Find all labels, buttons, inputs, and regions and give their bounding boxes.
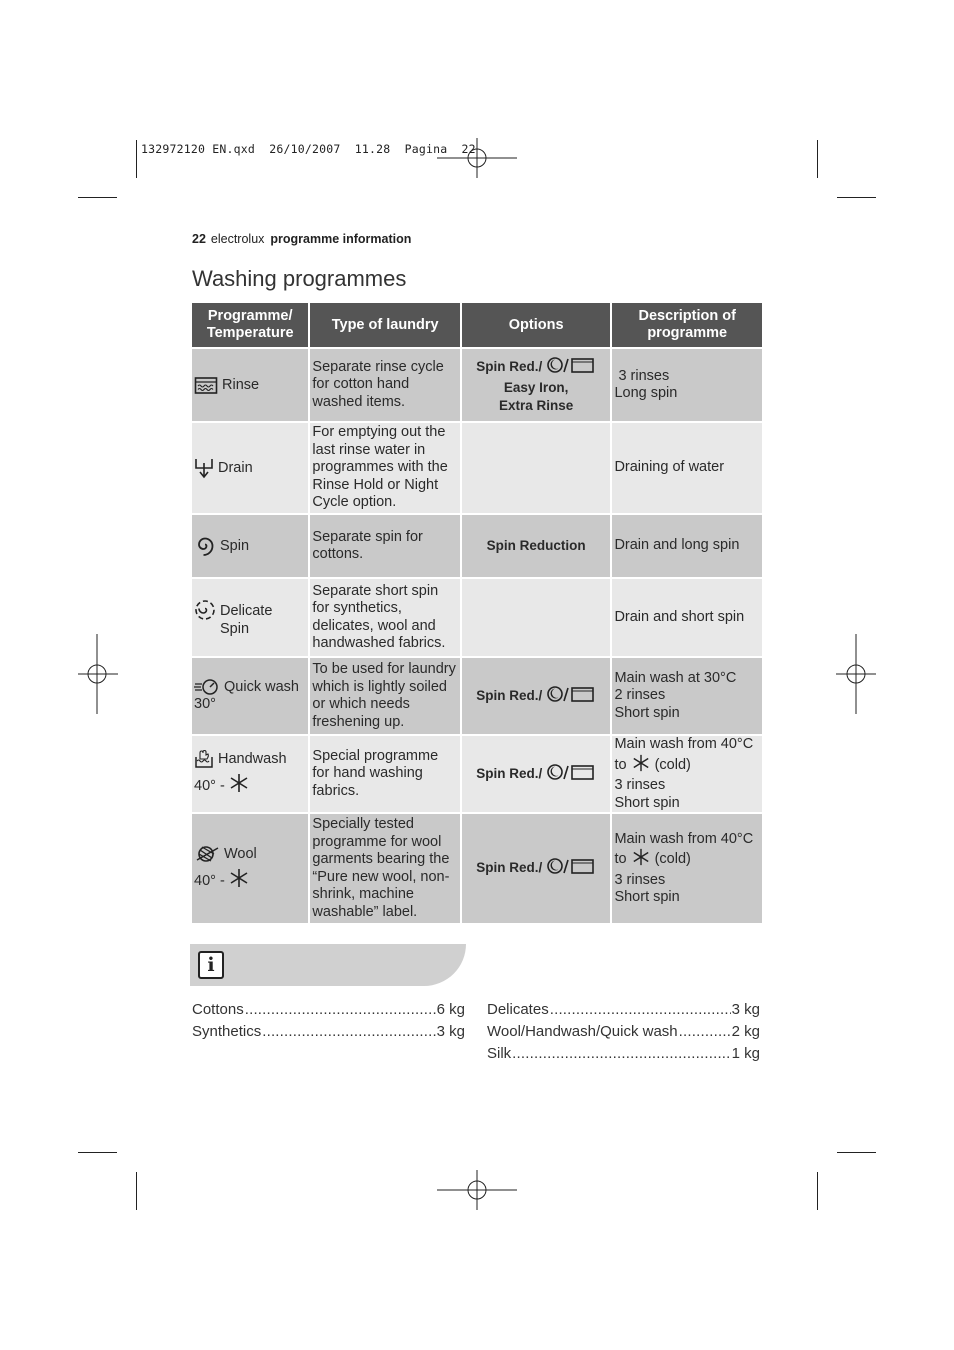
description-line: Main wash at 30°C [614,669,737,686]
description-line: 3 rinses [614,871,666,888]
option-spin-reduction: Spin Red./ [476,765,543,781]
table-row [192,658,762,734]
programme-cell [192,736,308,812]
table-row [192,349,762,421]
options-cell [462,349,611,421]
brand-name: electrolux [210,232,265,246]
description-line: Short spin [614,794,680,811]
page-number: 22 [192,232,206,246]
description-line: (cold) [654,851,691,867]
header-programme: Programme/ Temperature [192,303,308,347]
description-cell [612,579,762,656]
drain-icon [194,457,214,479]
registration-mark-bottom [437,1170,517,1210]
laundry-cell: Separate rinse cycle for cotton hand washed items. [310,349,460,421]
laundry-cell: Separate spin for cottons. [310,515,460,577]
description-line: to [614,851,627,867]
load-label: Synthetics [192,1023,262,1040]
load-label: Cottons [192,1001,244,1018]
description-line: Drain and short spin [614,608,745,625]
table-row [192,814,762,923]
option-spin-reduction: Spin Reduction [486,538,586,553]
programme-table [190,301,764,925]
option-spin-reduction: Spin Red./ [476,860,543,875]
load-value: 3 kg [436,1023,465,1040]
list-item [192,1021,465,1043]
programme-name: Wool [224,845,257,862]
page-title: Washing programmes [192,266,407,291]
description-line: 2 rinses [614,687,666,704]
options-cell [462,814,611,923]
crop-mark [817,1172,818,1210]
loads-right [487,999,760,1065]
load-value: 1 kg [731,1045,760,1062]
options-cell [462,423,611,513]
header-options: Options [462,303,611,347]
description-cell [612,658,762,734]
programme-cell [192,579,308,656]
table-row [192,579,762,656]
option-spin-reduction: Spin Red./ [476,687,543,703]
description-line: Long spin [614,385,678,401]
spin-icon [194,535,216,557]
cold-icon [631,754,651,778]
list-item [487,1021,760,1043]
load-value: 6 kg [436,1001,465,1018]
programme-name: Quick wash [224,678,299,695]
delicate-spin-icon [194,599,216,621]
night-cycle-rinse-hold-icon [546,857,596,880]
laundry-cell: Specially tested programme for wool garments bearing the “Pure new wool, non-shrink, machine washable” label. [310,814,460,923]
programme-temperature: 30° [194,696,216,713]
load-value: 3 kg [731,1001,760,1018]
description-line: (cold) [654,756,691,773]
crop-mark [837,1152,876,1153]
programme-name: Delicate [220,603,273,619]
table-row [192,423,762,513]
table-row [192,736,762,812]
laundry-cell: To be used for laundry which is lightly soiled or which needs freshening up. [310,658,460,734]
cold-icon [229,773,249,799]
option-easy-iron: Easy Iron, [503,379,569,395]
description-line: Short spin [614,889,680,905]
description-cell [612,814,762,923]
info-bar [190,944,466,986]
print-slug: 132972120 EN.qxd 26/10/2007 11.28 Pagina 22 [141,142,476,156]
programme-cell [192,423,308,513]
description-line: Draining of water [614,459,725,476]
options-cell [462,736,611,812]
crop-mark [136,140,137,178]
loads-left [192,999,465,1043]
programme-temperature: 40° - [194,872,225,889]
header-description: Description of programme [612,303,762,347]
night-cycle-rinse-hold-icon [546,763,596,786]
registration-mark-right [836,634,876,714]
info-icon: i [198,951,224,979]
header-laundry: Type of laundry [310,303,460,347]
programme-cell [192,349,308,421]
quick-wash-icon [194,678,220,696]
load-label: Silk [487,1045,512,1062]
list-item [192,999,465,1021]
description-cell [612,736,762,812]
crop-mark [136,1172,137,1210]
programme-name: Spin [220,620,250,637]
crop-mark [78,1152,117,1153]
programme-temperature: 40° - [194,778,225,795]
load-label: Wool/Handwash/Quick wash [487,1023,678,1040]
description-cell [612,349,762,421]
section-title: programme information [270,232,412,246]
description-line: 3 rinses [614,777,666,793]
rinse-icon [194,375,218,395]
option-spin-reduction: Spin Red./ [476,358,543,374]
programme-name: Handwash [218,751,287,768]
wool-icon [194,844,220,864]
description-cell [612,515,762,577]
running-head [192,232,411,246]
night-cycle-rinse-hold-icon [546,685,596,708]
cold-icon [631,848,651,872]
registration-mark-left [78,634,118,714]
programme-name: Drain [218,459,253,476]
option-extra-rinse: Extra Rinse [499,397,574,413]
crop-mark [78,197,117,198]
programme-cell [192,814,308,923]
description-line: Short spin [614,704,680,721]
crop-mark [817,140,818,178]
table-row [192,515,762,577]
night-cycle-rinse-hold-icon [546,356,596,379]
crop-mark [837,197,876,198]
programme-cell [192,515,308,577]
list-item [487,999,760,1021]
options-cell [462,515,611,577]
options-cell [462,579,611,656]
programme-name: Rinse [222,376,260,393]
table-header-row [192,303,762,347]
handwash-icon [194,749,214,769]
programme-name: Spin [220,537,250,554]
load-value: 2 kg [731,1023,760,1040]
list-item [487,1043,760,1065]
cold-icon [229,868,249,894]
description-line: Main wash from 40°C [614,736,754,752]
description-line: to [614,756,627,773]
programme-cell [192,658,308,734]
laundry-cell: Special programme for hand washing fabrics. [310,736,460,812]
description-line: Main wash from 40°C [614,830,754,847]
description-line: Drain and long spin [614,537,740,554]
load-label: Delicates [487,1001,549,1018]
laundry-cell: For emptying out the last rinse water in programmes with the Rinse Hold or Night Cycle option. [310,423,460,513]
description-line: 3 rinses [614,367,670,384]
laundry-cell: Separate short spin for synthetics, delicates, wool and handwashed fabrics. [310,579,460,656]
options-cell [462,658,611,734]
description-cell [612,423,762,513]
